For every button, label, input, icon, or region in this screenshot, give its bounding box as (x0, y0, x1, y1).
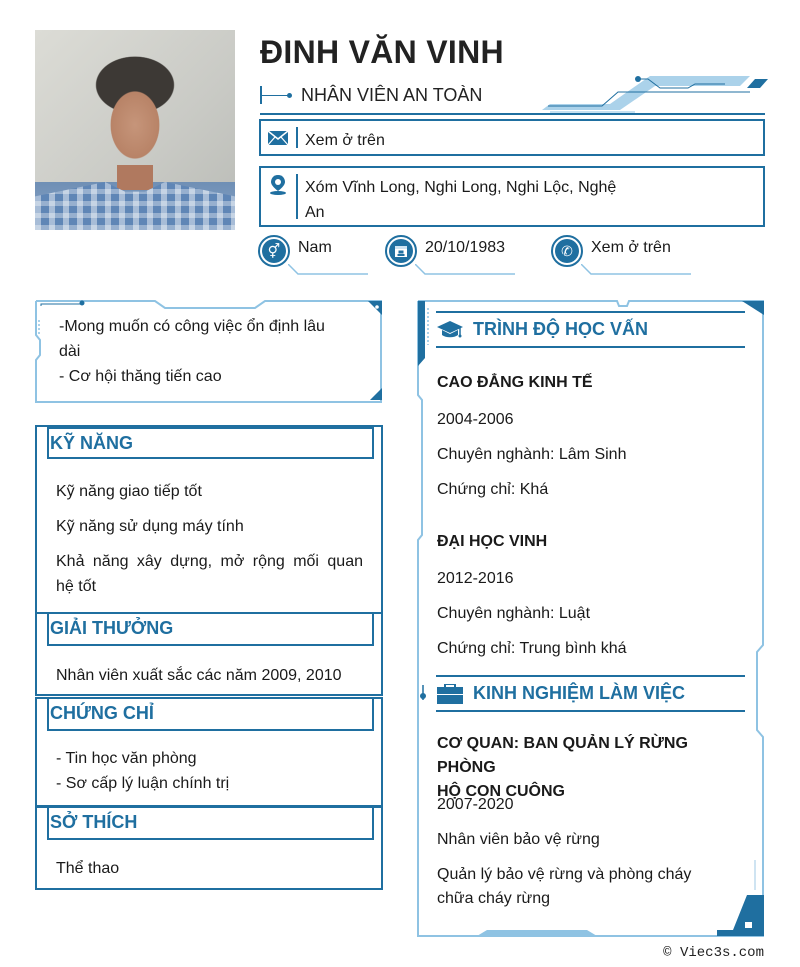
address-line-1: Xóm Vĩnh Long, Nghi Long, Nghi Lộc, Nghệ (305, 179, 617, 196)
education-header (436, 311, 745, 348)
experience-header (436, 675, 745, 712)
skills-section (35, 425, 383, 614)
hobbies-heading: SỞ THÍCH (50, 812, 138, 832)
awards-heading: GIẢI THƯỞNG (50, 618, 174, 638)
right-column (417, 300, 765, 937)
underline-decoration (415, 264, 515, 276)
certificate-item: - Tin học văn phòng (56, 750, 197, 767)
award-item: Nhân viên xuất sắc các năm 2009, 2010 (56, 667, 342, 684)
education-school: CAO ĐẲNG KINH TẾ (437, 374, 593, 391)
certificates-section (35, 697, 383, 807)
certificates-heading: CHỨNG CHỈ (50, 703, 154, 723)
gender-icon: ⚥ (262, 239, 286, 263)
education-period: 2012-2016 (437, 570, 514, 587)
education-period: 2004-2006 (437, 411, 514, 428)
objective-line: dài (59, 343, 81, 360)
skill-item: hệ tốt (56, 578, 97, 595)
skills-heading: KỸ NĂNG (50, 433, 134, 453)
education-school: ĐẠI HỌC VINH (437, 533, 548, 550)
circuit-decoration-icon (540, 74, 770, 114)
experience-description (437, 863, 743, 911)
title-connector-icon (260, 86, 290, 104)
address-line-2: An (305, 204, 325, 221)
birthday-value: 20/10/1983 (425, 239, 506, 256)
objective-line: -Mong muốn có công việc ổn định lâu (59, 318, 325, 335)
hobby-item: Thể thao (56, 860, 120, 877)
profile-photo (35, 30, 235, 230)
certificate-item: - Sơ cấp lý luận chính trị (56, 775, 230, 792)
experience-heading: KINH NGHIỆM LÀM VIỆC (473, 683, 686, 703)
job-title: NHÂN VIÊN AN TOÀN (301, 85, 483, 105)
address-field (259, 166, 765, 227)
objective-line: - Cơ hội thăng tiến cao (59, 368, 222, 385)
experience-period: 2007-2020 (437, 796, 514, 813)
education-grade: Chứng chỉ: Khá (437, 481, 549, 498)
description-line-1: Quản lý bảo vệ rừng và phòng cháy (437, 866, 692, 883)
education-grade: Chứng chỉ: Trung bình khá (437, 640, 627, 657)
company-line-2: HỘ CON CUÔNG (437, 783, 565, 800)
email-field (259, 119, 765, 156)
photo-neck (117, 165, 153, 190)
graduation-cap-icon (436, 320, 464, 340)
skill-item: Kỹ năng giao tiếp tốt (56, 483, 202, 500)
hobbies-section (35, 806, 383, 890)
underline-decoration (288, 264, 368, 276)
email-value: Xem ở trên (305, 132, 385, 149)
skill-item: Kỹ năng sử dụng máy tính (56, 518, 244, 535)
awards-section (35, 612, 383, 696)
watermark: © Viec3s.com (663, 945, 764, 961)
underline-decoration (581, 264, 691, 276)
education-major: Chuyên nghành: Luật (437, 605, 591, 622)
career-objective (35, 300, 383, 404)
description-line-2: chữa cháy rừng (437, 890, 551, 907)
company-line-1: CƠ QUAN: BAN QUẢN LÝ RỪNG PHÒNG (437, 735, 688, 776)
phone-value: Xem ở trên (591, 239, 671, 256)
calendar-icon (389, 239, 413, 263)
header-divider (260, 113, 765, 115)
education-major: Chuyên nghành: Lâm Sinh (437, 446, 627, 463)
briefcase-icon (436, 684, 464, 704)
skill-item: Khả năng xây dựng, mở rộng mối quan (56, 553, 363, 570)
location-pin-icon (267, 174, 289, 196)
gender-value: Nam (298, 239, 332, 256)
education-heading: TRÌNH ĐỘ HỌC VẤN (473, 319, 648, 339)
phone-icon: ✆ (555, 239, 579, 263)
experience-position: Nhân viên bảo vệ rừng (437, 831, 600, 848)
candidate-name: ĐINH VĂN VINH (260, 34, 504, 70)
envelope-icon (267, 127, 289, 149)
